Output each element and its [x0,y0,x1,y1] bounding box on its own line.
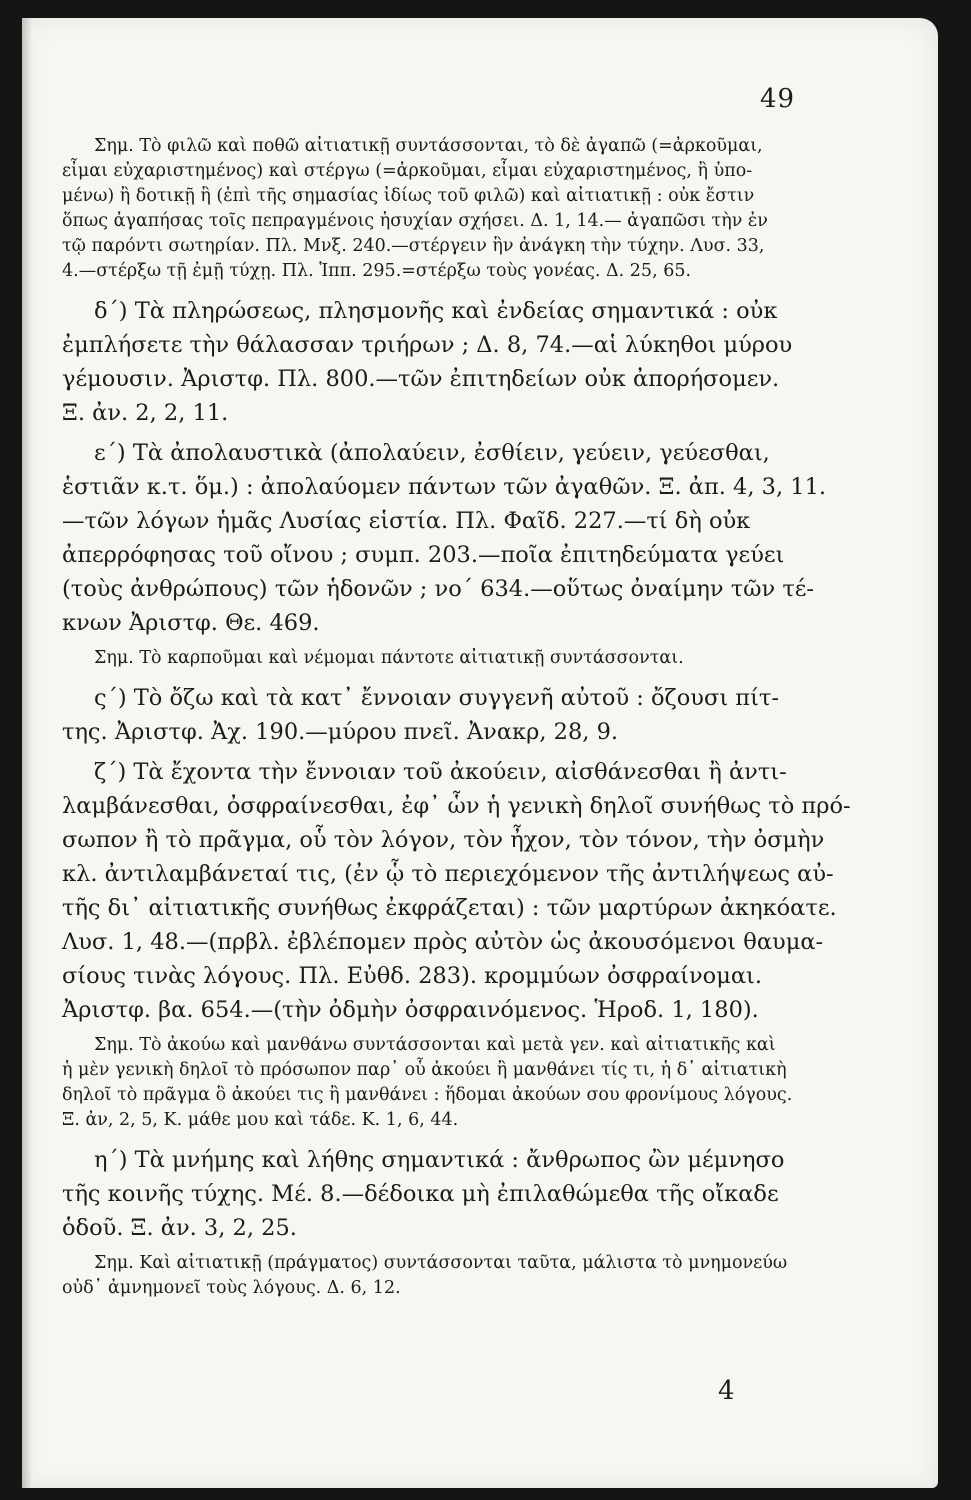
note-2-line: Σημ. Τὸ καρποῦμαι καὶ νέμομαι πάντοτε αἰτιατικῇ συντάσσονται. [94,648,684,668]
paragraph-line: ὁδοῦ. Ξ. ἀν. 3, 2, 25. [62,1215,297,1241]
note-3-line: Ξ. ἀν, 2, 5, Κ. μάθε μου καὶ τάδε. Κ. 1, 6, 44. [62,1110,459,1130]
paragraph-line: τῆς δι᾽ αἰτιατικῆς συνήθως ἐκφράζεται) : τῶν μαρτύρων ἀκηκόατε. [62,895,837,921]
paragraph-line: ἐμπλήσετε τὴν θάλασσαν τριήρων ; Δ. 8, 74.—αἱ λύκηθοι μύρου [62,332,793,358]
note-1-line: εἶμαι εὐχαριστημένος) καὶ στέργω (=ἀρκοῦμαι, εἶμαι εὐχαριστημένος, ἢ ὑπο- [62,161,753,181]
note-3-line: ἡ μὲν γενικὴ δηλοῖ τὸ πρόσωπον παρ᾽ οὗ ἀκούει ἢ μανθάνει τίς τι, ἡ δ᾽ αἰτιατικὴ [62,1060,787,1080]
paragraph-epsilon [62,436,852,640]
note-1-line: ὅπως ἀγαπήσας τοῖς πεπραγμένοις ἡσυχίαν σχήσει. Δ. 1, 14.— ἀγαπῶσι τὴν ἐν [62,211,768,231]
page-number: 49 [760,84,796,114]
paragraph-line: ἀπερρόφησας τοῦ οἴνου ; συμπ. 203.—ποῖα ἐπιτηδεύματα γεύει [62,542,785,568]
paragraph-line: ε´) Τὰ ἀπολαυστικὰ (ἀπολαύειν, ἐσθίειν, γεύειν, γεύεσθαι, [94,440,770,466]
paragraph-line: Λυσ. 1, 48.—(πρβλ. ἐβλέπομεν πρὸς αὐτὸν ὡς ἀκουσόμενοι θαυμα- [62,929,824,955]
note-3-line: Σημ. Τὸ ἀκούω καὶ μανθάνω συντάσσονται καὶ μετὰ γεν. καὶ αἰτιατικῆς καὶ [94,1035,776,1055]
signature-mark: 4 [718,1376,735,1406]
paragraph-line: της. Ἀριστφ. Ἀχ. 190.—μύρου πνεῖ. Ἀνακρ, 28, 9. [62,719,619,745]
page-body [62,134,852,1311]
page-edge-shadow [22,18,32,1488]
paragraph-line: (τοὺς ἀνθρώπους) τῶν ἡδονῶν ; νο´ 634.—οὕτως ὀναίμην τῶν τέ- [62,576,815,602]
paragraph-eta [62,1143,852,1245]
note-4-line: οὐδ᾽ ἀμνημονεῖ τοὺς λόγους. Δ. 6, 12. [62,1278,401,1298]
note-1-line: τῷ παρόντι σωτηρίαν. Πλ. Μνξ. 240.—στέργειν ἣν ἀνάγκη τὴν τύχην. Λυσ. 33, [62,236,765,256]
paragraph-stigma [62,681,852,749]
paragraph-delta [62,294,852,430]
paragraph-line: κνων Ἀριστφ. Θε. 469. [62,610,320,636]
note-2 [62,646,852,671]
paragraph-line: —τῶν λόγων ἡμᾶς Λυσίας εἱστία. Πλ. Φαῖδ. 227.—τί δὴ οὐκ [62,508,751,534]
paragraph-zeta [62,755,852,1027]
paragraph-line: σίους τινὰς λόγους. Πλ. Εὐθδ. 283). κρομμύων ὀσφραίνομαι. [62,963,763,989]
paragraph-line: κλ. ἀντιλαμβάνεταί τις, (ἐν ᾧ τὸ περιεχόμενον τῆς ἀντιλήψεως αὐ- [62,861,834,887]
paragraph-line: τῆς κοινῆς τύχης. Μέ. 8.—δέδοικα μὴ ἐπιλαθώμεθα τῆς οἴκαδε [62,1181,779,1207]
note-3 [62,1033,852,1133]
paragraph-line: λαμβάνεσθαι, ὀσφραίνεσθαι, ἐφ᾽ ὧν ἡ γενικὴ δηλοῖ συνήθως τὸ πρό- [62,793,851,819]
paragraph-line: γέμουσιν. Ἀριστφ. Πλ. 800.—τῶν ἐπιτηδείων οὐκ ἀπορήσομεν. [62,366,780,392]
paragraph-line: ζ´) Τὰ ἔχοντα τὴν ἔννοιαν τοῦ ἀκούειν, αἰσθάνεσθαι ἢ ἀντι- [94,759,787,785]
paragraph-line: σωπον ἢ τὸ πρᾶγμα, οὗ τὸν λόγον, τὸν ἦχον, τὸν τόνον, τὴν ὀσμὴν [62,827,825,853]
note-1 [62,134,852,284]
note-1-line: μένω) ἢ δοτικῇ ἢ (ἐπὶ τῆς σημασίας ἰδίως τοῦ φιλῶ) καὶ αἰτιατικῇ : οὐκ ἔστιν [62,186,755,206]
paragraph-line: δ´) Τὰ πληρώσεως, πλησμονῆς καὶ ἐνδείας σημαντικά : οὐκ [94,298,778,324]
paragraph-line: Ἀριστφ. βα. 654.—(τὴν ὀδμὴν ὀσφραινόμενος. Ἡροδ. 1, 180). [62,997,759,1023]
paragraph-line: ς´) Τὸ ὄζω καὶ τὰ κατ᾽ ἔννοιαν συγγενῆ αὐτοῦ : ὄζουσι πίτ- [94,685,779,711]
paragraph-line: Ξ. ἀν. 2, 2, 11. [62,400,229,426]
note-1-line: 4.—στέρξω τῇ ἐμῇ τύχῃ. Πλ. Ἱππ. 295.=στέρξω τοὺς γονέας. Δ. 25, 65. [62,261,692,281]
note-4 [62,1251,852,1301]
note-1-line: Σημ. Τὸ φιλῶ καὶ ποθῶ αἰτιατικῇ συντάσσονται, τὸ δὲ ἀγαπῶ (=ἀρκοῦμαι, [94,136,763,156]
paragraph-line: η´) Τὰ μνήμης καὶ λήθης σημαντικά : ἄνθρωπος ὢν μέμνησο [94,1147,785,1173]
book-page [22,18,938,1488]
note-3-line: δηλοῖ τὸ πρᾶγμα ὃ ἀκούει τις ἢ μανθάνει : ἥδομαι ἀκούων σου φρονίμους λόγους. [62,1085,793,1105]
paragraph-line: ἑστιᾶν κ.τ. ὅμ.) : ἀπολαύομεν πάντων τῶν ἀγαθῶν. Ξ. ἀπ. 4, 3, 11. [62,474,827,500]
note-4-line: Σημ. Καὶ αἰτιατικῇ (πράγματος) συντάσσονται ταῦτα, μάλιστα τὸ μνημονεύω [94,1253,788,1273]
